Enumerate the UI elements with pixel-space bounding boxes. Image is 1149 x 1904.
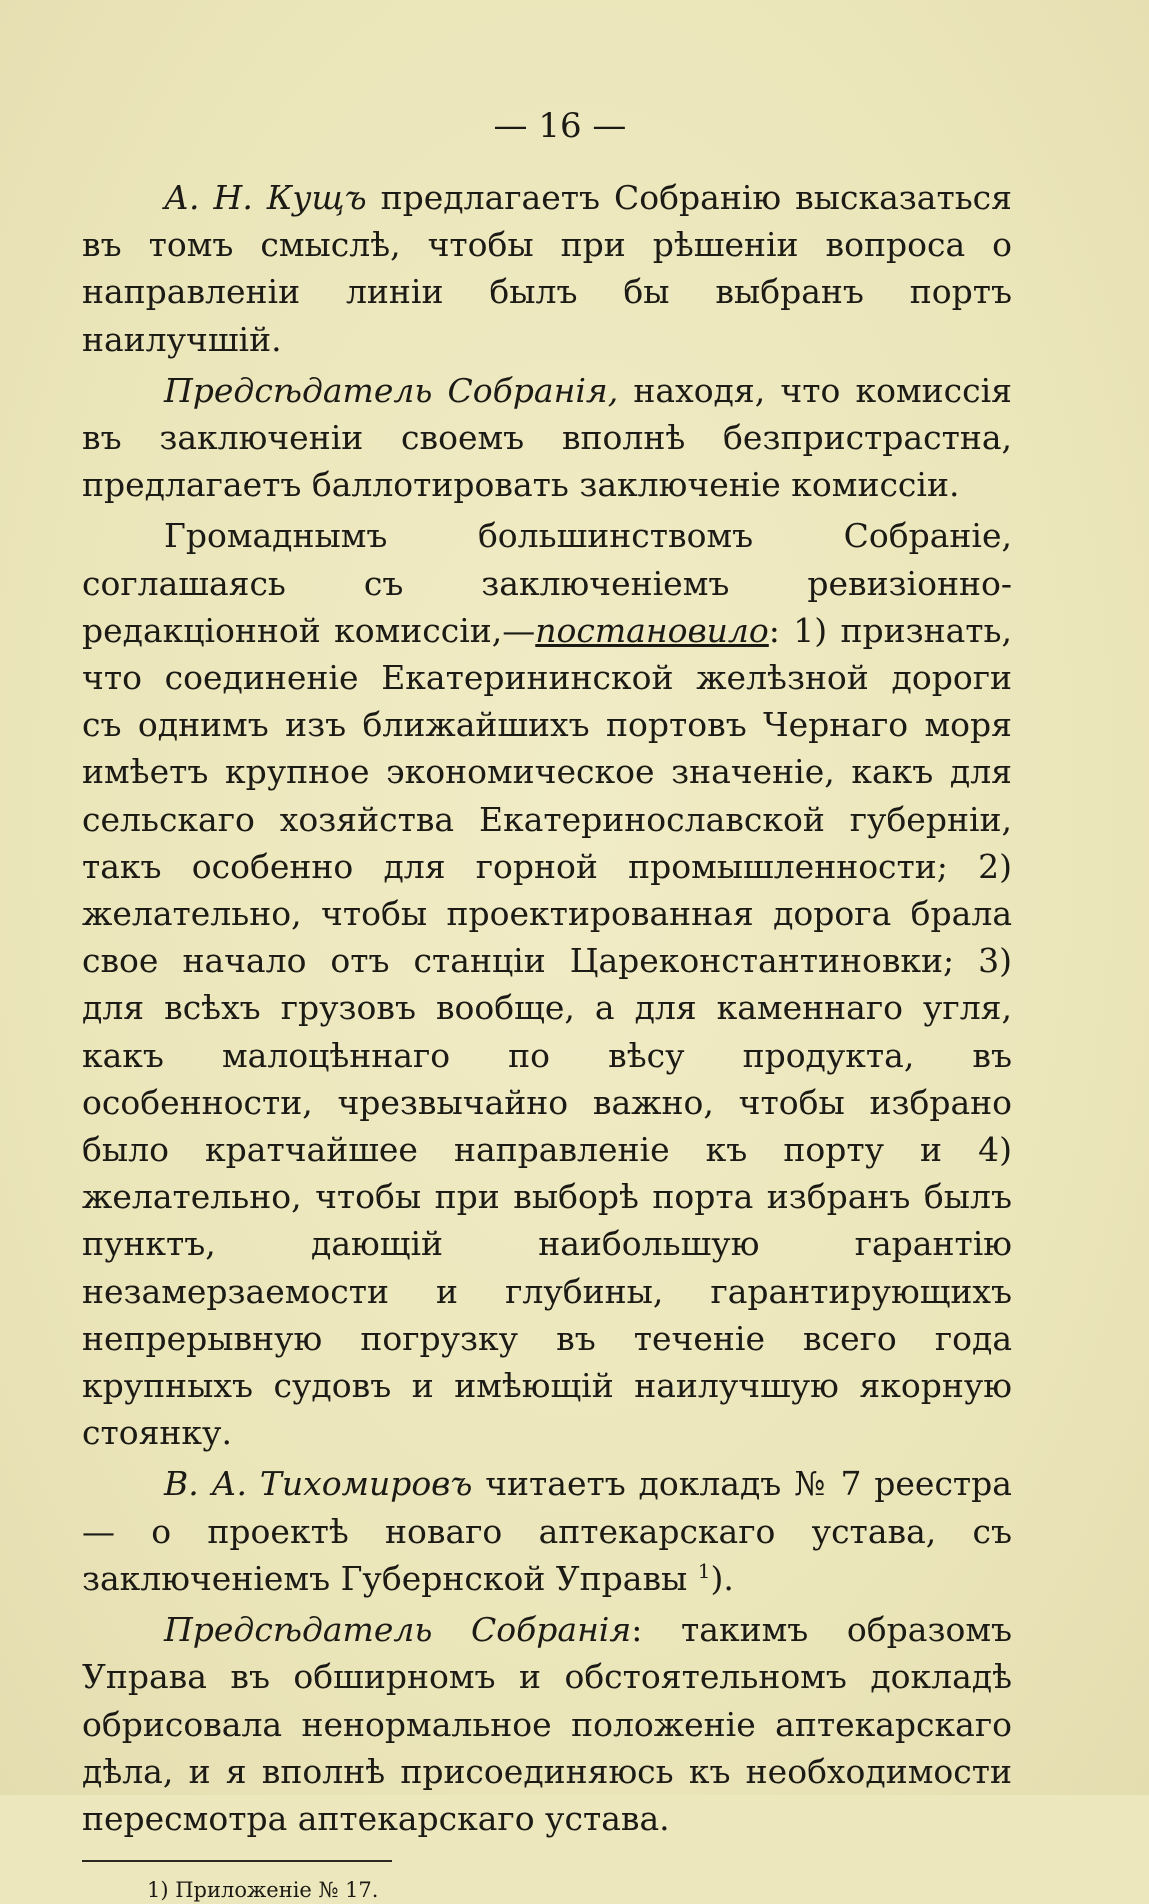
footnote-divider — [82, 1860, 392, 1862]
paragraph-chairman-2 — [82, 1606, 1012, 1842]
paragraph-text: предлагаетъ Собранію высказаться въ томъ смыслѣ, чтобы при рѣшеніи вопроса о направленіи линіи былъ бы выбранъ портъ наилучшій. — [82, 178, 1012, 359]
paragraph-lead: Громаднымъ большинствомъ Собраніе, соглашаясь съ заключеніемъ ревизіонно-редакціонной комиссіи,— — [82, 516, 1012, 650]
paragraph-resolution — [82, 512, 1012, 1456]
resolution-keyword: постановило — [535, 610, 769, 650]
paragraph-text: : такимъ образомъ Управа въ обширномъ и обстоятельномъ докладѣ обрисовала ненормальное положеніе аптекарскаго дѣла, и я вполнѣ присоединяюсь къ необходимости пересмотра аптекарскаго устава. — [82, 1610, 1012, 1838]
speaker-name: Предсѣдатель Собранія, — [164, 370, 619, 410]
footnote-reference: 1 — [697, 1558, 711, 1583]
text-block — [82, 80, 1012, 1904]
paragraph-kushch — [82, 174, 1012, 363]
paragraph-text: читаетъ докладъ № 7 реестра— о проектѣ новаго аптекарскаго устава, съ заключеніемъ Губернской Управы — [82, 1464, 1012, 1598]
paragraph-tail: ). — [710, 1558, 734, 1598]
speaker-name: Предсѣдатель Собранія — [164, 1610, 632, 1650]
paragraph-text: : 1) признать, что соединеніе Екатерининской желѣзной дороги съ однимъ изъ ближайшихъ портовъ Чернаго моря имѣетъ крупное экономическое значеніе, какъ для сельскаго хозяйства Екатеринославской губерніи, такъ особенно для горной промышленности; 2) желательно, чтобы проектированная дорога брала свое начало отъ станціи Цареконстантиновки; 3) для всѣхъ грузовъ вообще, а для каменнаго угля, какъ малоцѣннаго по вѣсу продукта, въ особенности, чрезвычайно важно, чтобы избрано было кратчайшее направленіе къ порту и 4) желательно, чтобы при выборѣ порта избранъ былъ пунктъ, дающій наибольшую гарантію незамерзаемости и глубины, гарантирующихъ непрерывную погрузку въ теченіе всего года крупныхъ судовъ и имѣющій наилучшую якорную стоянку. — [82, 610, 1012, 1453]
paragraph-tikhomirov — [82, 1460, 1012, 1602]
paragraph-text: находя, что комиссія въ заключеніи своемъ вполнѣ безпристрастна, предлагаетъ баллотировать заключеніе комиссіи. — [82, 370, 1012, 505]
speaker-name: В. А. Тихомировъ — [164, 1464, 473, 1504]
footnote: 1) Приложеніе № 17. — [147, 1878, 379, 1903]
page-number: — 16 — — [493, 106, 627, 146]
paragraph-chairman-1 — [82, 367, 1012, 509]
speaker-name: А. Н. Кущъ — [164, 178, 367, 217]
